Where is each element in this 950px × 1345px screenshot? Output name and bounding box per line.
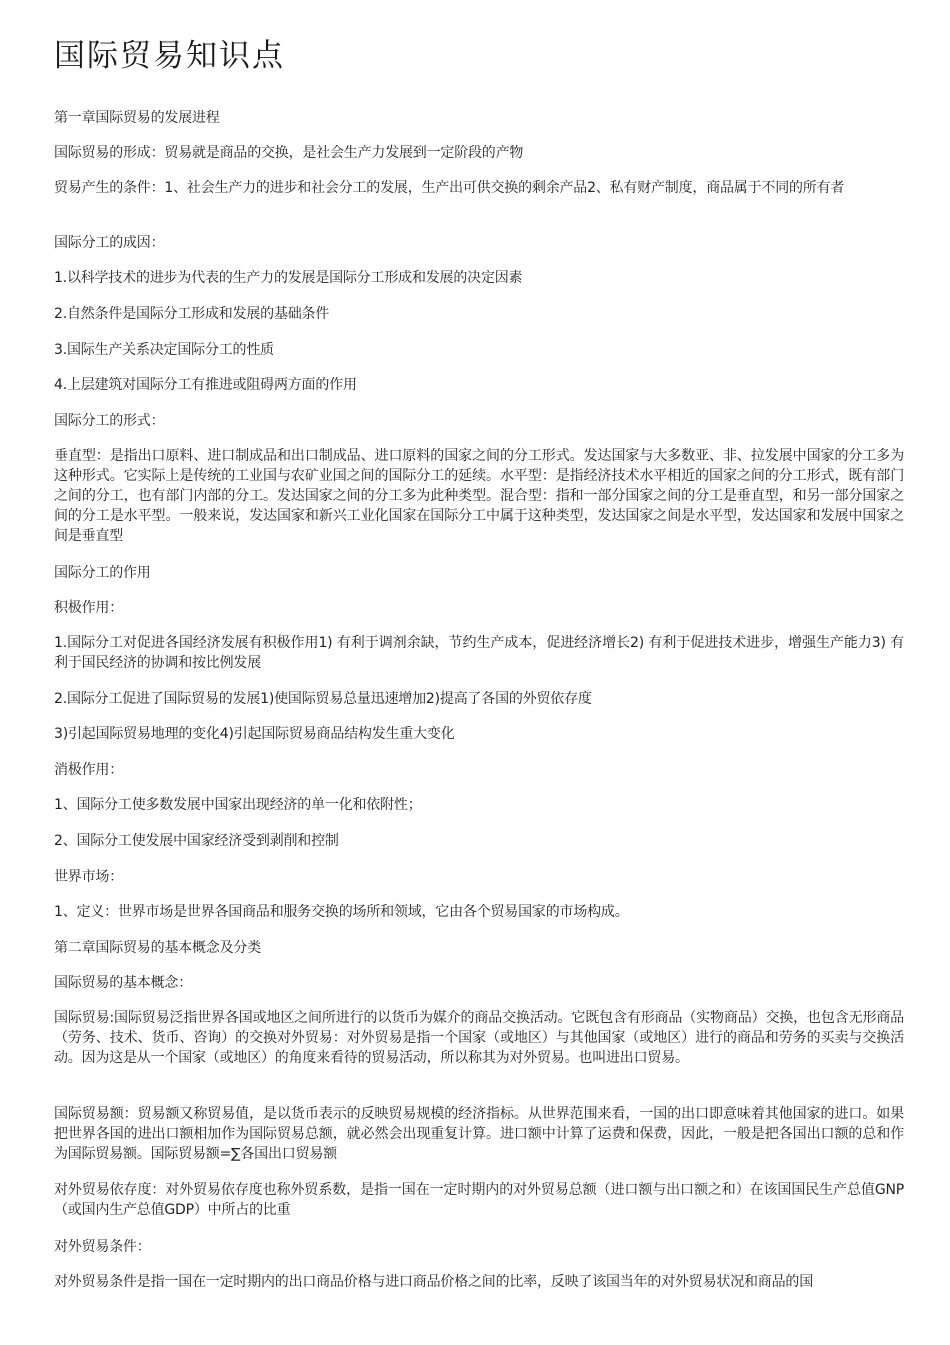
- list-item-negative-1: 1、国际分工使多数发展中国家出现经济的单一化和依附性；: [54, 797, 422, 813]
- list-item-cause-4: 4.上层建筑对国际分工有推进或阻碍两方面的作用: [54, 377, 357, 393]
- paragraph-trade-formation: 国际贸易的形成：贸易就是商品的交换，是社会生产力发展到一定阶段的产物: [54, 145, 524, 161]
- list-item-positive-3: 3)引起国际贸易地理的变化4)引起国际贸易商品结构发生重大变化: [54, 726, 455, 742]
- list-item-cause-1: 1.以科学技术的进步为代表的生产力的发展是国际分工形成和发展的决定因素: [54, 270, 523, 286]
- subheading-positive-effects: 积极作用：: [54, 600, 123, 616]
- paragraph-world-market-definition: 1、定义：世界市场是世界各国商品和服务交换的场所和领域，它由各个贸易国家的市场构成。: [54, 904, 629, 920]
- list-item-cause-3: 3.国际生产关系决定国际分工的性质: [54, 342, 274, 358]
- chapter-1-heading: 第一章国际贸易的发展进程: [54, 110, 220, 126]
- paragraph-trade-dependence: 对外贸易依存度：对外贸易依存度也称外贸系数，是指一国在一定时期内的对外贸易总额（进口额与出口额之和）在该国国民生产总值GNP（或国内生产总值GDP）中所占的比重: [54, 1182, 904, 1218]
- section-heading-world-market: 世界市场：: [54, 869, 123, 885]
- paragraph-terms-of-trade: 对外贸易条件是指一国在一定时期内的出口商品价格与进口商品价格之间的比率，反映了该国当年的对外贸易状况和商品的国: [54, 1274, 813, 1290]
- section-heading-division-causes: 国际分工的成因：: [54, 235, 165, 251]
- paragraph-international-trade: 国际贸易:国际贸易泛指世界各国或地区之间所进行的以货币为媒介的商品交换活动。它既包含有形商品（实物商品）交换，也包含无形商品（劳务、技术、货币、咨询）的交换对外贸易：对外贸易是指一个国家（或地区）与其他国家（或地区）进行的商品和劳务的买卖与交换活动。因为这是从一个国家（或地区）的角度来看待的贸易活动，所以称其为对外贸易。也叫进出口贸易。: [54, 1010, 904, 1066]
- list-item-positive-1: 1.国际分工对促进各国经济发展有积极作用1) 有利于调剂余缺，节约生产成本，促进经济增长2) 有利于促进技术进步，增强生产能力3) 有利于国民经济的协调和按比例发展: [54, 635, 904, 671]
- section-heading-division-forms: 国际分工的形式：: [54, 413, 165, 429]
- section-heading-terms-of-trade: 对外贸易条件：: [54, 1239, 151, 1255]
- section-heading-division-effects: 国际分工的作用: [54, 565, 151, 581]
- paragraph-trade-volume: 国际贸易额：贸易额又称贸易值，是以货币表示的反映贸易规模的经济指标。从世界范围来看，一国的出口即意味着其他国家的进口。如果把世界各国的进出口额相加作为国际贸易总额，就必然会出现重复计算。进口额中计算了运费和保费，因此，一般是把各国出口额的总和作为国际贸易额。国际贸易额=∑各国出口贸易额: [54, 1106, 904, 1162]
- paragraph-trade-conditions: 贸易产生的条件：1、社会生产力的进步和社会分工的发展，生产出可供交换的剩余产品2、私有财产制度，商品属于不同的所有者: [54, 180, 845, 196]
- section-heading-basic-concepts: 国际贸易的基本概念：: [54, 975, 192, 991]
- list-item-negative-2: 2、国际分工使发展中国家经济受到剥削和控制: [54, 833, 339, 849]
- subheading-negative-effects: 消极作用：: [54, 762, 123, 778]
- document-title: 国际贸易知识点: [54, 38, 285, 74]
- paragraph-division-forms: 垂直型：是指出口原料、进口制成品和出口制成品、进口原料的国家之间的分工形式。发达国家与大多数亚、非、拉发展中国家的分工多为这种形式。它实际上是传统的工业国与农矿业国之间的国际分工的延续。水平型：是指经济技术水平相近的国家之间的分工形式，既有部门之间的分工，也有部门内部的分工。发达国家之间的分工多为此种类型。混合型：指和一部分国家之间的分工是垂直型，和另一部分国家之间的分工是水平型。一般来说，发达国家和新兴工业化国家在国际分工中属于这种类型，发达国家之间是水平型，发达国家和发展中国家之间是垂直型: [54, 448, 904, 544]
- chapter-2-heading: 第二章国际贸易的基本概念及分类: [54, 940, 261, 956]
- list-item-positive-2: 2.国际分工促进了国际贸易的发展1)使国际贸易总量迅速增加2)提高了各国的外贸依存度: [54, 691, 592, 707]
- list-item-cause-2: 2.自然条件是国际分工形成和发展的基础条件: [54, 306, 330, 322]
